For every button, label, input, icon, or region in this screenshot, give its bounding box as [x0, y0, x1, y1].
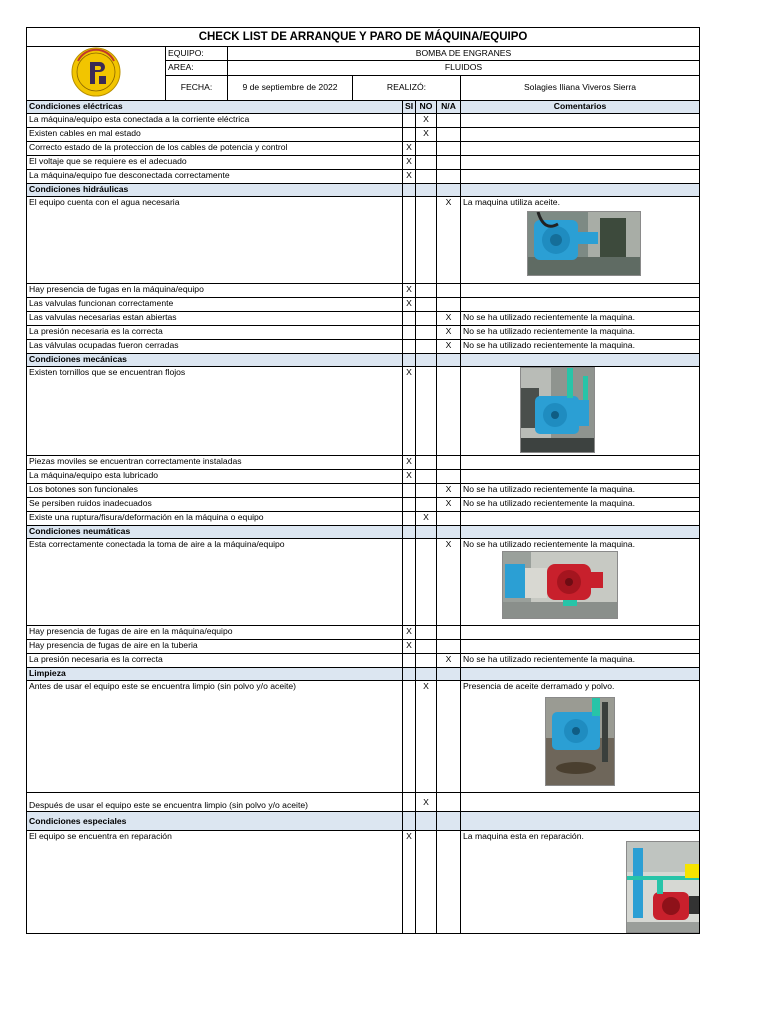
- na-mark: [437, 470, 461, 484]
- checklist-row: [27, 312, 700, 326]
- col-comentarios-header: Comentarios: [461, 101, 700, 114]
- section-title: Condiciones eléctricas: [27, 101, 403, 114]
- comment: [461, 114, 700, 128]
- na-mark: [437, 456, 461, 470]
- comment-cell: [461, 367, 700, 456]
- item-text: Correcto estado de la proteccion de los cables de potencia y control: [27, 142, 403, 156]
- si-mark: [403, 498, 416, 512]
- item-text: Hay presencia de fugas de aire en la máquina/equipo: [27, 626, 403, 640]
- section-title: Condiciones hidráulicas: [27, 184, 403, 197]
- section-title: Condiciones mecánicas: [27, 354, 403, 367]
- no-mark: [416, 539, 437, 626]
- na-mark: X: [437, 340, 461, 354]
- si-mark: X: [403, 456, 416, 470]
- item-text: Se persiben ruidos inadecuados: [27, 498, 403, 512]
- comment: La maquina utiliza aceite.: [463, 197, 560, 207]
- checklist-row: [27, 793, 700, 812]
- checklist-row: [27, 498, 700, 512]
- si-mark: [403, 312, 416, 326]
- col-na-header: N/A: [437, 101, 461, 114]
- comment-cell: [461, 831, 700, 934]
- section-limpieza: [27, 668, 700, 812]
- si-mark: [403, 197, 416, 284]
- checklist-row: [27, 626, 700, 640]
- checklist-row: [27, 456, 700, 470]
- col-si-header: SI: [403, 101, 416, 114]
- blue-gear-pump-image-icon: [521, 368, 594, 452]
- si-mark: [403, 326, 416, 340]
- na-mark: [437, 793, 461, 812]
- checklist-row: [27, 831, 700, 934]
- document-title: CHECK LIST DE ARRANQUE Y PARO DE MÁQUINA/EQUIPO: [27, 28, 700, 47]
- si-mark: X: [403, 170, 416, 184]
- checklist-row: [27, 539, 700, 626]
- comment: [461, 298, 700, 312]
- item-text: Después de usar el equipo este se encuentra limpio (sin polvo y/o aceite): [27, 793, 403, 812]
- comment: No se ha utilizado recientemente la maquina.: [463, 539, 635, 549]
- item-text: Esta correctamente conectada la toma de aire a la máquina/equipo: [27, 539, 403, 626]
- comment: [461, 512, 700, 526]
- col-no-header: NO: [416, 101, 437, 114]
- section-title: Limpieza: [27, 668, 403, 681]
- si-mark: [403, 340, 416, 354]
- equipo-value: BOMBA DE ENGRANES: [228, 47, 700, 61]
- si-mark: [403, 484, 416, 498]
- pump-photo-2: [520, 367, 595, 453]
- si-mark: [403, 681, 416, 793]
- no-mark: [416, 626, 437, 640]
- na-mark: [437, 681, 461, 793]
- pump-photo-3: [502, 551, 618, 619]
- na-mark: [437, 512, 461, 526]
- item-text: El voltaje que se requiere es el adecuado: [27, 156, 403, 170]
- si-mark: [403, 793, 416, 812]
- checklist-row: [27, 654, 700, 668]
- si-mark: [403, 114, 416, 128]
- item-text: La máquina/equipo esta conectada a la corriente eléctrica: [27, 114, 403, 128]
- na-mark: X: [437, 484, 461, 498]
- na-mark: X: [437, 326, 461, 340]
- item-text: Los botones son funcionales: [27, 484, 403, 498]
- comment: [461, 470, 700, 484]
- section-especiales: [27, 812, 700, 934]
- section-mecanicas: [27, 354, 700, 526]
- na-mark: [437, 298, 461, 312]
- item-text: Existe una ruptura/fisura/deformación en la máquina o equipo: [27, 512, 403, 526]
- checklist-row: [27, 142, 700, 156]
- no-mark: X: [416, 681, 437, 793]
- si-mark: X: [403, 142, 416, 156]
- si-mark: X: [403, 367, 416, 456]
- fecha-label: FECHA:: [166, 75, 228, 101]
- no-mark: [416, 170, 437, 184]
- no-mark: X: [416, 512, 437, 526]
- na-mark: [437, 170, 461, 184]
- no-mark: X: [416, 128, 437, 142]
- repair-pump-image-icon: [627, 842, 700, 932]
- item-text: Hay presencia de fugas de aire en la tuberia: [27, 640, 403, 654]
- checklist-row: [27, 156, 700, 170]
- si-mark: [403, 654, 416, 668]
- comment: No se ha utilizado recientemente la maquina.: [461, 340, 700, 354]
- checklist-row: [27, 367, 700, 456]
- si-mark: X: [403, 831, 416, 934]
- no-mark: X: [416, 793, 437, 812]
- checklist-row: [27, 681, 700, 793]
- si-mark: X: [403, 470, 416, 484]
- si-mark: X: [403, 626, 416, 640]
- na-mark: [437, 142, 461, 156]
- comment: [461, 284, 700, 298]
- area-label: AREA:: [166, 61, 228, 75]
- item-text: Antes de usar el equipo este se encuentra limpio (sin polvo y/o aceite): [27, 681, 403, 793]
- no-mark: [416, 456, 437, 470]
- checklist-row: [27, 114, 700, 128]
- si-mark: [403, 512, 416, 526]
- checklist-row: [27, 640, 700, 654]
- item-text: Piezas moviles se encuentran correctamente instaladas: [27, 456, 403, 470]
- area-value: FLUIDOS: [228, 61, 700, 75]
- logo-cell: [27, 47, 166, 101]
- checklist-row: [27, 512, 700, 526]
- na-mark: [437, 640, 461, 654]
- red-pump-image-icon: [503, 552, 617, 618]
- equipo-row: [27, 47, 700, 61]
- si-mark: X: [403, 156, 416, 170]
- comment: Presencia de aceite derramado y polvo.: [463, 681, 615, 691]
- item-text: Las valvulas funcionan correctamente: [27, 298, 403, 312]
- na-mark: X: [437, 498, 461, 512]
- section-title: Condiciones neumáticas: [27, 526, 403, 539]
- realizo-label: REALIZÓ:: [353, 75, 461, 101]
- blue-pump-image-icon: [528, 212, 640, 275]
- item-text: Las valvulas necesarias estan abiertas: [27, 312, 403, 326]
- comment: [461, 793, 700, 812]
- realizo-value: Solagies Iliana Viveros Sierra: [461, 75, 700, 101]
- comment: [461, 170, 700, 184]
- na-mark: X: [437, 654, 461, 668]
- dirty-pump-image-icon: [546, 698, 614, 785]
- fecha-value: 9 de septiembre de 2022: [228, 75, 353, 101]
- comment-cell: [461, 539, 700, 626]
- item-text: La máquina/equipo fue desconectada correctamente: [27, 170, 403, 184]
- no-mark: [416, 367, 437, 456]
- na-mark: [437, 831, 461, 934]
- no-mark: [416, 298, 437, 312]
- item-text: El equipo se encuentra en reparación: [27, 831, 403, 934]
- no-mark: [416, 654, 437, 668]
- comment: No se ha utilizado recientemente la maquina.: [461, 498, 700, 512]
- item-text: El equipo cuenta con el agua necesaria: [27, 197, 403, 284]
- no-mark: [416, 484, 437, 498]
- si-mark: X: [403, 298, 416, 312]
- equipo-label: EQUIPO:: [166, 47, 228, 61]
- si-mark: [403, 128, 416, 142]
- section-neumaticas: [27, 526, 700, 668]
- no-mark: [416, 312, 437, 326]
- comment: No se ha utilizado recientemente la maquina.: [461, 484, 700, 498]
- item-text: Existen tornillos que se encuentran flojos: [27, 367, 403, 456]
- comment: [461, 626, 700, 640]
- na-mark: [437, 114, 461, 128]
- si-mark: X: [403, 284, 416, 298]
- item-text: La presión necesaria es la correcta: [27, 326, 403, 340]
- section-title: Condiciones especiales: [27, 812, 403, 831]
- checklist-row: [27, 197, 700, 284]
- na-mark: [437, 128, 461, 142]
- pump-photo-4: [545, 697, 615, 786]
- si-mark: [403, 539, 416, 626]
- na-mark: [437, 284, 461, 298]
- item-text: La presión necesaria es la correcta: [27, 654, 403, 668]
- item-text: Hay presencia de fugas en la máquina/equipo: [27, 284, 403, 298]
- checklist-row: [27, 170, 700, 184]
- comment-cell: [461, 681, 700, 793]
- checklist-row: [27, 128, 700, 142]
- no-mark: [416, 156, 437, 170]
- comment: No se ha utilizado recientemente la maquina.: [461, 312, 700, 326]
- comment-cell: [461, 197, 700, 284]
- na-mark: X: [437, 312, 461, 326]
- section-electricas: [27, 101, 700, 184]
- item-text: Existen cables en mal estado: [27, 128, 403, 142]
- checklist-sheet: [26, 27, 699, 934]
- no-mark: [416, 326, 437, 340]
- comment: No se ha utilizado recientemente la maquina.: [461, 654, 700, 668]
- no-mark: X: [416, 114, 437, 128]
- na-mark: X: [437, 539, 461, 626]
- comment: [461, 142, 700, 156]
- no-mark: [416, 340, 437, 354]
- comment: [461, 156, 700, 170]
- no-mark: [416, 284, 437, 298]
- checklist-row: [27, 470, 700, 484]
- section-hidraulicas: [27, 184, 700, 354]
- na-mark: X: [437, 197, 461, 284]
- no-mark: [416, 197, 437, 284]
- si-mark: X: [403, 640, 416, 654]
- no-mark: [416, 142, 437, 156]
- checklist-table: [26, 27, 700, 934]
- comment: [461, 640, 700, 654]
- pump-photo-1: [527, 211, 641, 276]
- checklist-row: [27, 298, 700, 312]
- comment: La maquina esta en reparación.: [463, 831, 584, 841]
- pump-photo-5: [626, 841, 700, 933]
- title-row: [27, 28, 700, 47]
- na-mark: [437, 626, 461, 640]
- checklist-row: [27, 284, 700, 298]
- item-text: Las válvulas ocupadas fueron cerradas: [27, 340, 403, 354]
- comment: No se ha utilizado recientemente la maquina.: [461, 326, 700, 340]
- item-text: La máquina/equipo esta lubricado: [27, 470, 403, 484]
- no-mark: [416, 831, 437, 934]
- checklist-row: [27, 326, 700, 340]
- comment: [461, 456, 700, 470]
- checklist-row: [27, 484, 700, 498]
- checklist-row: [27, 340, 700, 354]
- na-mark: [437, 367, 461, 456]
- no-mark: [416, 470, 437, 484]
- no-mark: [416, 640, 437, 654]
- comment: [461, 128, 700, 142]
- institution-logo-icon: [66, 47, 126, 97]
- na-mark: [437, 156, 461, 170]
- no-mark: [416, 498, 437, 512]
